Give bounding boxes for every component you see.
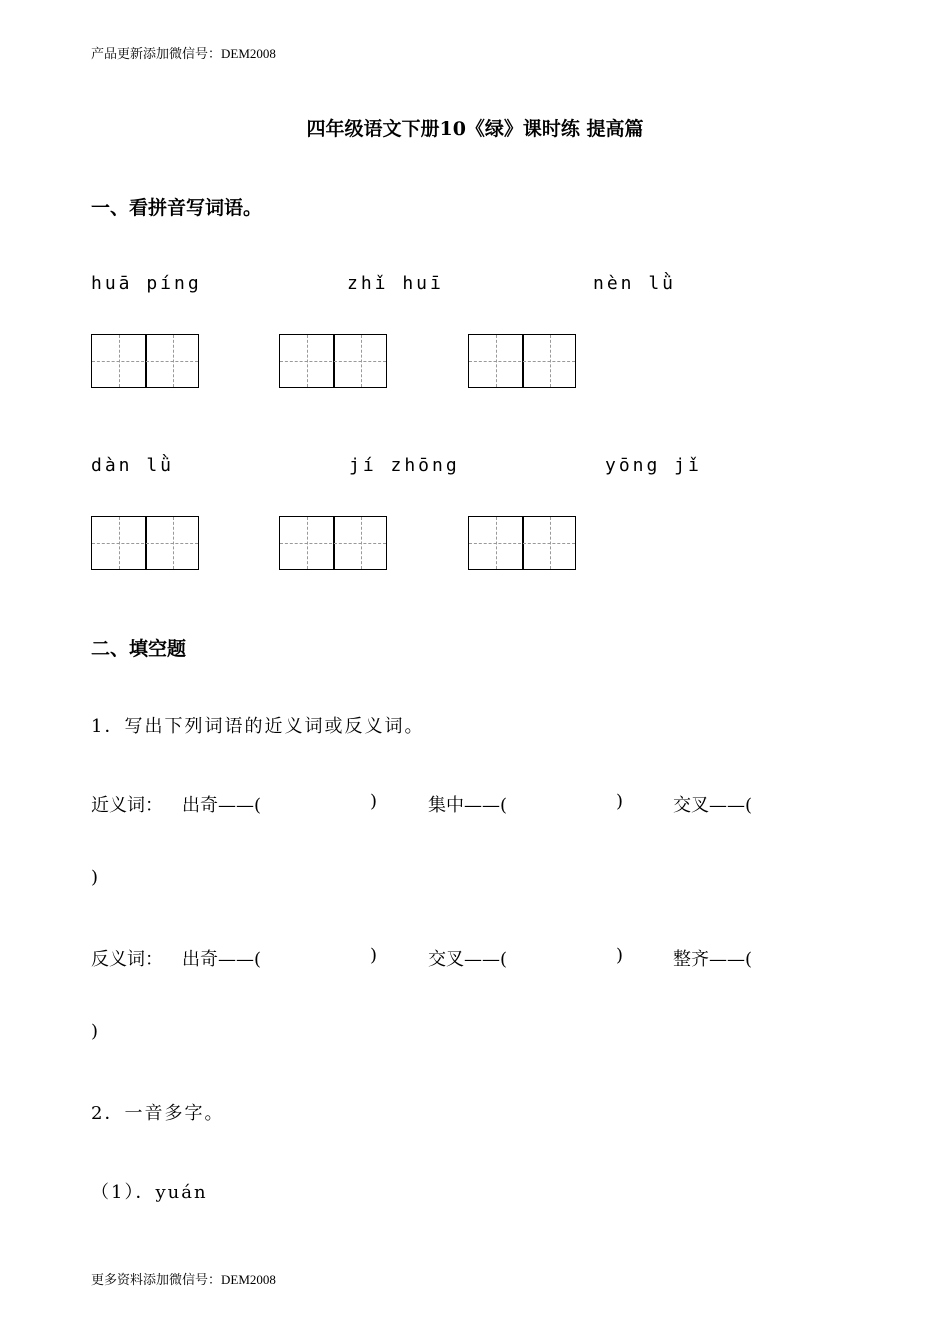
synonym-item-1: 出奇——( xyxy=(182,795,262,816)
antonyms-label: 反义词： xyxy=(91,949,163,970)
synonyms-label: 近义词： xyxy=(91,795,163,816)
writing-box-3[interactable] xyxy=(468,334,576,388)
antonym-close-3: ) xyxy=(91,1021,99,1042)
antonym-item-2: 交叉——( xyxy=(428,949,508,970)
question-2-prompt: 2．一音多字。 xyxy=(91,1103,225,1124)
pinyin-4: dàn lǜ xyxy=(91,455,175,476)
writing-box-2[interactable] xyxy=(279,334,387,388)
question-1-prompt: 1．写出下列词语的近义词或反义词。 xyxy=(91,716,425,737)
synonym-close-2: ) xyxy=(616,791,624,812)
page-title: 四年级语文下册10《绿》课时练 提高篇 xyxy=(306,118,644,140)
writing-box-6[interactable] xyxy=(468,516,576,570)
page-footer: 更多资料添加微信号：DEM2008 xyxy=(91,1272,276,1287)
synonym-close-3: ) xyxy=(91,867,99,888)
synonyms-row xyxy=(0,791,950,815)
antonym-item-1: 出奇——( xyxy=(182,949,262,970)
pinyin-3: nèn lǜ xyxy=(593,273,677,294)
pinyin-1: huā píng xyxy=(91,273,202,294)
pinyin-2: zhǐ huī xyxy=(347,273,444,294)
antonym-close-2: ) xyxy=(616,945,624,966)
antonym-item-3: 整齐——( xyxy=(673,949,753,970)
pinyin-5: jí zhōng xyxy=(349,455,460,476)
synonym-item-2: 集中——( xyxy=(428,795,508,816)
section-1-heading: 一、看拼音写词语。 xyxy=(91,197,263,219)
pinyin-6: yōng jǐ xyxy=(605,455,702,476)
writing-box-5[interactable] xyxy=(279,516,387,570)
question-2-sub-1: （1）．yuán xyxy=(91,1182,208,1203)
writing-box-4[interactable] xyxy=(91,516,199,570)
synonym-close-1: ) xyxy=(370,791,378,812)
antonym-close-1: ) xyxy=(370,945,378,966)
page-header: 产品更新添加微信号：DEM2008 xyxy=(91,46,276,61)
section-2-heading: 二、填空题 xyxy=(91,638,187,660)
synonym-item-3: 交叉——( xyxy=(673,795,753,816)
antonyms-row xyxy=(0,945,950,969)
writing-box-1[interactable] xyxy=(91,334,199,388)
